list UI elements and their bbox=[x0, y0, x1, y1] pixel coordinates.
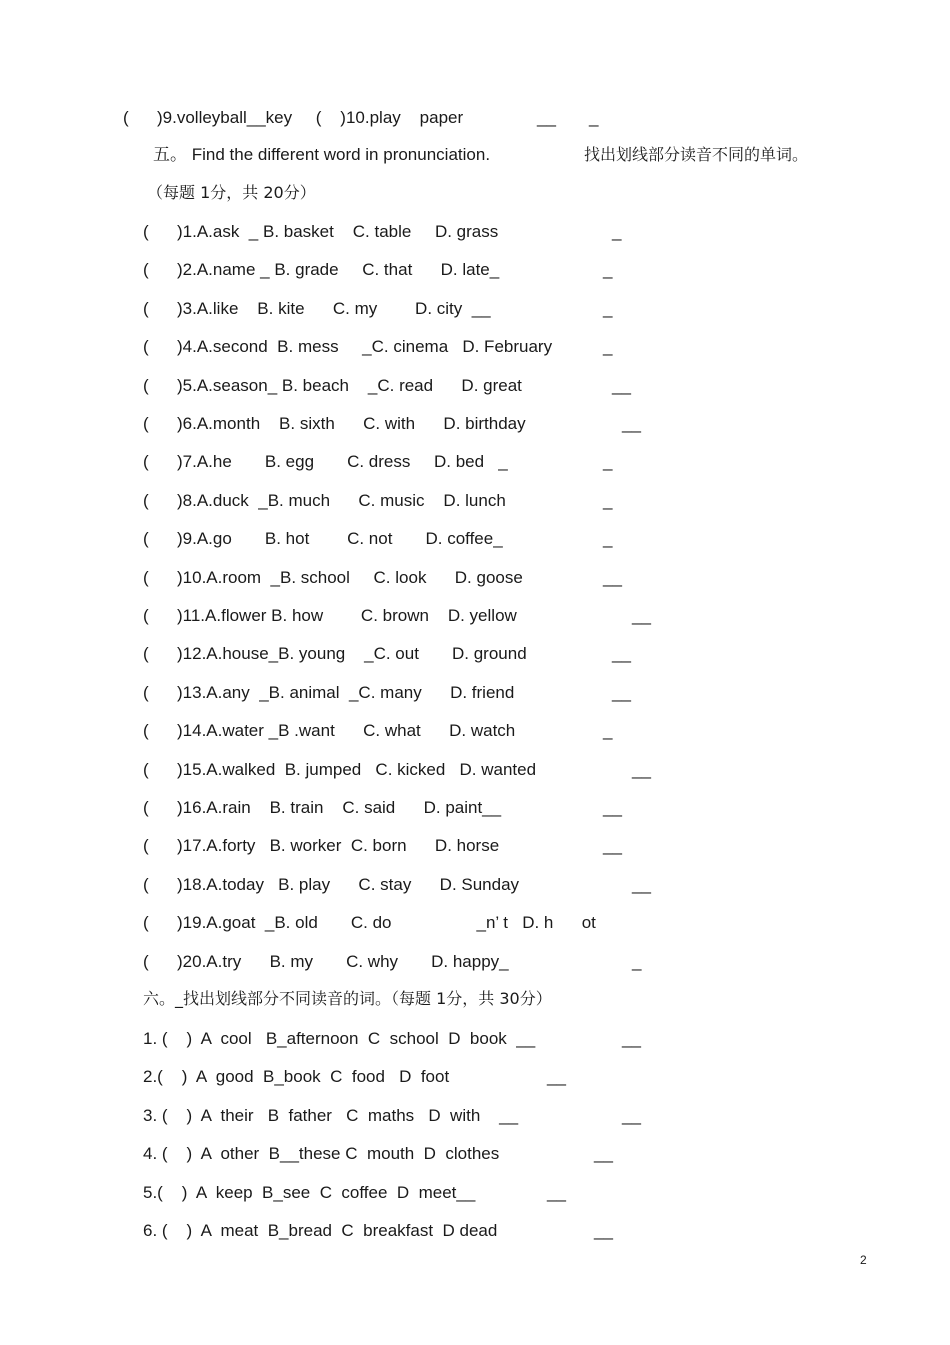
answer-blank: __ bbox=[632, 874, 651, 894]
answer-blank: _ bbox=[603, 490, 613, 510]
answer-blank: __ bbox=[612, 644, 631, 664]
question-item: ( )18.A.today B. play C. stay D. Sunday bbox=[143, 874, 520, 894]
question-item: ( )13.A.any _B. animal _C. many D. friend bbox=[143, 682, 515, 702]
question-item: ( )14.A.water _B .want C. what D. watch bbox=[143, 721, 516, 741]
question-item: 5.( ) A keep B_see C coffee D meet__ bbox=[143, 1182, 476, 1202]
answer-blank: __ bbox=[603, 567, 622, 587]
question-item: ( )3.A.like B. kite C. my D. city __ bbox=[143, 298, 491, 318]
answer-blank: _ bbox=[603, 529, 613, 549]
question-item: ( )7.A.he B. egg C. dress D. bed _ bbox=[143, 452, 508, 472]
question-item: ( )12.A.house_B. young _C. out D. ground bbox=[143, 644, 527, 664]
question-item: ( )19.A.goat _B. old C. do _n’ t D. h ot bbox=[143, 913, 596, 933]
answer-blank: __ bbox=[612, 682, 631, 702]
answer-blank: _ bbox=[603, 260, 613, 280]
section-5-heading: 五。 Find the different word in pronunciation. bbox=[153, 145, 491, 164]
question-item: ( )5.A.season_ B. beach _C. read D. great bbox=[143, 375, 522, 395]
question-item: ( )1.A.ask _ B. basket C. table D. grass bbox=[143, 222, 499, 241]
answer-blank: __ bbox=[603, 836, 622, 856]
answer-blank: __ bbox=[603, 798, 622, 817]
answer-blank: __ bbox=[632, 606, 651, 625]
question-item: 6. ( ) A meat B_bread C breakfast D dead bbox=[143, 1221, 498, 1240]
answer-blank: __ bbox=[547, 1182, 566, 1202]
section-5-heading-cn: 找出划线部分读音不同的单词。 bbox=[584, 145, 809, 164]
answer-blank: _ bbox=[603, 721, 613, 741]
page-number: 2 bbox=[860, 1253, 867, 1267]
question-item: ( )6.A.month B. sixth C. with D. birthday bbox=[143, 414, 526, 433]
question-item: ( )9.A.go B. hot C. not D. coffee_ bbox=[143, 529, 503, 549]
answer-blank: __ bbox=[622, 414, 641, 433]
answer-blank: _ bbox=[632, 951, 642, 971]
question-9-10-line: ( )9.volleyball__key ( )10.play paper bbox=[123, 108, 464, 127]
answer-blank: _ bbox=[603, 452, 613, 472]
answer-blank: __ _ bbox=[537, 108, 599, 127]
question-item: ( )15.A.walked B. jumped C. kicked D. wanted bbox=[143, 759, 537, 779]
answer-blank: __ bbox=[622, 1105, 641, 1125]
question-item: ( )10.A.room _B. school C. look D. goose bbox=[143, 567, 523, 587]
question-item: ( )16.A.rain B. train C. said D. paint__ bbox=[143, 798, 502, 817]
answer-blank: __ bbox=[594, 1144, 613, 1164]
question-item: 3. ( ) A their B father C maths D with __ bbox=[143, 1105, 519, 1125]
section-5-score-note: （每题 1分，共 20分） bbox=[147, 183, 316, 202]
answer-blank: __ bbox=[594, 1221, 613, 1240]
answer-blank: __ bbox=[547, 1067, 566, 1087]
question-item: ( )17.A.forty B. worker C. born D. horse bbox=[143, 836, 500, 856]
question-item: 4. ( ) A other B__these C mouth D clothes bbox=[143, 1144, 500, 1164]
question-item: ( )4.A.second B. mess _C. cinema D. February bbox=[143, 337, 553, 357]
question-item: 2.( ) A good B_book C food D foot bbox=[143, 1067, 450, 1087]
answer-blank: _ bbox=[603, 298, 613, 318]
question-item: ( )8.A.duck _B. much C. music D. lunch bbox=[143, 490, 506, 510]
answer-blank: _ bbox=[603, 337, 613, 357]
question-item: ( )11.A.flower B. how C. brown D. yellow bbox=[143, 606, 517, 625]
answer-blank: __ bbox=[632, 759, 651, 779]
section-6-heading: 六。_找出划线部分不同读音的词。（每题 1分，共 30分） bbox=[143, 989, 552, 1008]
question-item: ( )20.A.try B. my C. why D. happy_ bbox=[143, 951, 509, 971]
question-item: ( )2.A.name _ B. grade C. that D. late_ bbox=[143, 260, 500, 280]
answer-blank: _ bbox=[612, 222, 622, 241]
answer-blank: __ bbox=[612, 375, 631, 395]
question-item: 1. ( ) A cool B_afternoon C school D book __ bbox=[143, 1029, 536, 1048]
answer-blank: __ bbox=[622, 1029, 641, 1048]
